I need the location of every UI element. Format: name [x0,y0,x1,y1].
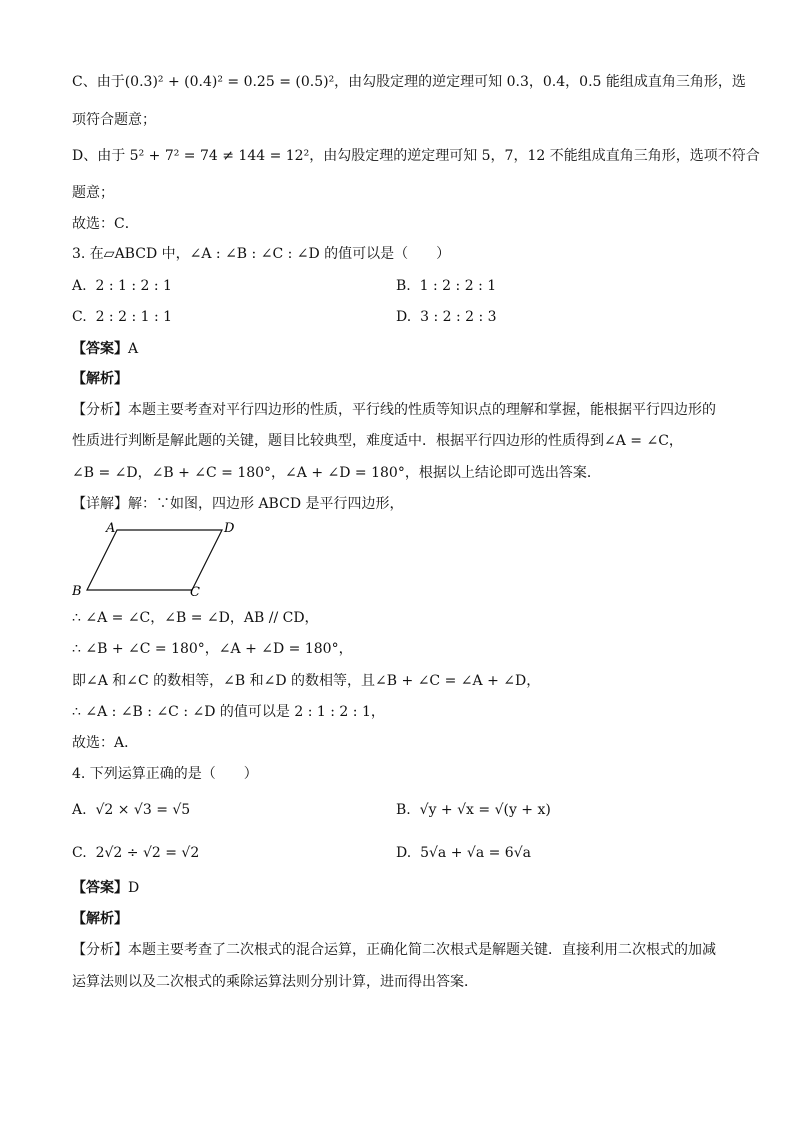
q3-step-3: 即∠A 和∠C 的数相等，∠B 和∠D 的数相等，且∠B + ∠C = ∠A + ∠D， [72,673,541,689]
q3-option-a-label: A. [72,278,87,294]
q3-option-b [396,276,496,296]
q4-option-b-label: B. [396,802,411,818]
c-explain-line-1: C、由于(0.3)² + (0.4)² = 0.25 = (0.5)²，由勾股定理的逆定理可知 0.3，0.4，0.5 能组成直角三角形，选 [72,74,746,90]
c-explain-line-2: 项符合题意； [72,112,156,128]
q3-answer-tag: 【答案】 [72,341,128,357]
q3-detail-line: 【详解】解：∵如图，四边形 ABCD 是平行四边形， [72,496,404,512]
q3-option-b-label: B. [396,278,411,294]
q4-fenxi-line-2: 运算法则以及二次根式的乘除运算法则分别计算，进而得出答案． [72,974,478,990]
q3-option-a [72,276,172,296]
q3-step-2: ∴ ∠B + ∠C = 180°，∠A + ∠D = 180°， [72,641,353,657]
q3-option-c [72,307,172,327]
q4-answer [72,878,734,898]
q4-option-c-text: 2√2 ÷ √2 = √2 [95,845,200,861]
q3-stem: 3. 在▱ABCD 中，∠A : ∠B : ∠C : ∠D 的值可以是（ ） [72,246,451,262]
q3-option-d [396,307,497,327]
q3-fenxi-line-1: 【分析】本题主要考查对平行四边形的性质，平行线的性质等知识点的理解和掌握，能根据平行四边形的 [72,402,716,418]
q4-option-c [72,843,199,863]
vertex-b-label: B [72,584,82,598]
q3-option-d-text: 3 : 2 : 2 : 3 [420,309,497,325]
q3-option-b-text: 1 : 2 : 2 : 1 [419,278,497,294]
q4-option-a [72,800,190,820]
q4-analysis-tag: 【解析】 [72,911,128,927]
parallelogram-shape [87,530,222,590]
vertex-c-label: C [190,585,200,598]
q4-answer-tag: 【答案】 [72,880,128,896]
q3-step-1: ∴ ∠A = ∠C，∠B = ∠D，AB // CD， [72,610,319,626]
q4-answer-value: D [128,880,140,896]
q4-fenxi-line-1: 【分析】本题主要考查了二次根式的混合运算，正确化简二次根式是解题关键．直接利用二次根式的加减 [72,942,716,958]
q3-option-a-text: 2 : 1 : 2 : 1 [95,278,172,294]
q3-option-c-label: C. [72,309,87,325]
vertex-a-label: A [106,521,116,536]
q3-answer [72,339,734,359]
q3-answer-value: A [128,341,139,357]
q3-option-c-text: 2 : 2 : 1 : 1 [95,309,173,325]
q3-result: 故选：A． [72,735,139,751]
q4-option-c-label: C. [72,845,87,861]
q4-option-b-text: √y + √x = √(y + x) [419,802,551,818]
q3-option-d-label: D. [396,309,412,325]
vertex-d-label: D [224,521,235,536]
q2-result: 故选：C． [72,216,139,232]
q4-option-d-label: D. [396,845,412,861]
q4-option-d-text: 5√a + √a = 6√a [420,845,531,861]
q4-option-d [396,843,531,863]
q4-option-a-text: √2 × √3 = √5 [95,802,191,818]
q3-analysis-tag: 【解析】 [72,371,128,387]
d-explain-line-2: 题意； [72,185,114,201]
parallelogram-figure [72,520,242,598]
d-explain-line-1: D、由于 5² + 7² = 74 ≠ 144 = 12²，由勾股定理的逆定理可知 5，7，12 不能组成直角三角形，选项不符合 [72,148,760,164]
q4-stem: 4. 下列运算正确的是（ ） [72,766,258,782]
q4-option-a-label: A. [72,802,87,818]
q3-step-4: ∴ ∠A : ∠B : ∠C : ∠D 的值可以是 2 : 1 : 2 : 1， [72,704,385,720]
q3-fenxi-line-3: ∠B = ∠D，∠B + ∠C = 180°，∠A + ∠D = 180°，根据以上结论即可选出答案． [72,465,601,481]
q3-fenxi-line-2: 性质进行判断是解此题的关键，题目比较典型，难度适中．根据平行四边形的性质得到∠A = ∠C， [72,433,683,449]
q4-option-b [396,800,551,820]
